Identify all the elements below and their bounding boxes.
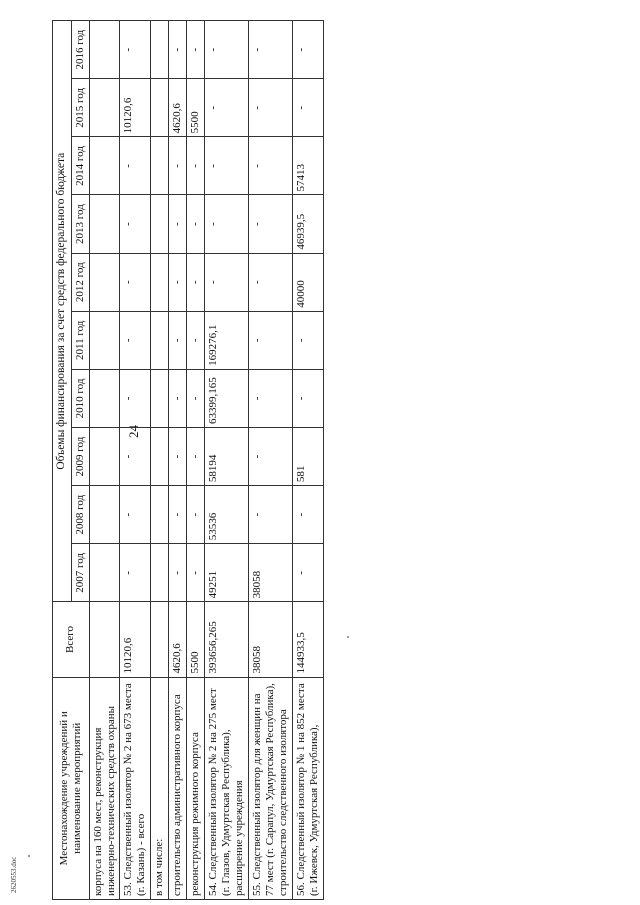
row-year-value: -	[187, 137, 205, 195]
header-year: 2012 год	[71, 253, 89, 311]
row-year-value: -	[249, 369, 293, 427]
row-name: строительство административного корпуса	[169, 677, 187, 899]
row-name: 56. Следственный изолятор № 1 на 852 места (г. Ижевск, Удмуртская Республика),	[293, 677, 324, 899]
rotated-page	[52, 20, 637, 900]
row-year-value: -	[293, 21, 324, 79]
row-name: 53. Следственный изолятор № 2 на 673 места (г. Казань) - всего	[120, 677, 151, 899]
table-row	[249, 21, 293, 900]
row-year-value: -	[120, 253, 151, 311]
header-name: Местонахождение учреждений и наименование мероприятий	[53, 677, 90, 899]
row-year-value: -	[293, 79, 324, 137]
row-year-value: -	[187, 253, 205, 311]
row-year-value: -	[169, 311, 187, 369]
header-year: 2014 год	[71, 137, 89, 195]
table-row	[205, 21, 249, 900]
row-year-value	[151, 369, 169, 427]
row-year-value: -	[169, 369, 187, 427]
row-year-value: -	[249, 21, 293, 79]
row-year-value: -	[169, 21, 187, 79]
row-name: 55. Следственный изолятор для женщин на 77 мест (г. Сарапул, Удмуртская Республика), строительство следственного изолятора	[249, 677, 293, 899]
row-name: 54. Следственный изолятор № 2 на 275 мест (г. Глазов, Удмуртская Республика), расширение учреждения	[205, 677, 249, 899]
header-year: 2007 год	[71, 544, 89, 602]
row-year-value: 169276,1	[205, 311, 249, 369]
row-year-value	[151, 311, 169, 369]
row-year-value: -	[169, 253, 187, 311]
row-year-value	[151, 428, 169, 486]
row-year-value: -	[205, 137, 249, 195]
row-year-value: -	[249, 195, 293, 253]
table-row	[187, 21, 205, 900]
table-body	[89, 21, 324, 900]
table-row	[293, 21, 324, 900]
row-year-value	[89, 544, 120, 602]
table-row	[169, 21, 187, 900]
row-year-value: -	[120, 369, 151, 427]
row-year-value	[151, 195, 169, 253]
row-year-value: 4620,6	[169, 79, 187, 137]
row-year-value: 53536	[205, 486, 249, 544]
row-year-value: -	[187, 311, 205, 369]
row-year-value: -	[169, 195, 187, 253]
row-total: 38058	[249, 602, 293, 677]
row-year-value: -	[169, 486, 187, 544]
row-name: корпуса на 160 мест, реконструкция инженерно-технических средств охраны	[89, 677, 120, 899]
row-year-value: -	[187, 369, 205, 427]
row-year-value: -	[249, 137, 293, 195]
row-year-value	[89, 311, 120, 369]
row-year-value: 57413	[293, 137, 324, 195]
row-year-value	[89, 428, 120, 486]
row-year-value: -	[205, 79, 249, 137]
row-year-value: 46939,5	[293, 195, 324, 253]
table-row	[89, 21, 120, 900]
row-year-value	[151, 137, 169, 195]
row-name: реконструкция режимного корпуса	[187, 677, 205, 899]
row-year-value: -	[169, 137, 187, 195]
row-year-value: 38058	[249, 544, 293, 602]
row-year-value	[151, 21, 169, 79]
row-year-value	[89, 369, 120, 427]
row-total: 393656,265	[205, 602, 249, 677]
row-year-value	[89, 195, 120, 253]
row-year-value: 10120,6	[120, 79, 151, 137]
row-year-value: -	[249, 428, 293, 486]
row-year-value: -	[120, 195, 151, 253]
row-year-value: -	[120, 311, 151, 369]
row-total: 10120,6	[120, 602, 151, 677]
row-total	[89, 602, 120, 677]
row-year-value: 5500	[187, 79, 205, 137]
row-year-value	[89, 79, 120, 137]
row-year-value: 581	[293, 428, 324, 486]
row-year-value: -	[249, 486, 293, 544]
row-total: 4620,6	[169, 602, 187, 677]
row-year-value: 40000	[293, 253, 324, 311]
row-total: 144933,5	[293, 602, 324, 677]
row-year-value: -	[205, 21, 249, 79]
table-row	[120, 21, 151, 900]
row-year-value: 49251	[205, 544, 249, 602]
financing-table	[52, 20, 324, 900]
row-year-value: -	[249, 79, 293, 137]
header-year: 2015 год	[71, 79, 89, 137]
row-year-value	[89, 21, 120, 79]
row-year-value: -	[293, 369, 324, 427]
row-total: 5500	[187, 602, 205, 677]
header-year: 2013 год	[71, 195, 89, 253]
header-group: Объемы финансирования за счет средств федерального бюджета	[53, 21, 72, 602]
row-year-value	[89, 137, 120, 195]
row-year-value: 58194	[205, 428, 249, 486]
row-year-value: -	[169, 428, 187, 486]
row-year-value: -	[249, 253, 293, 311]
row-year-value: 63399,165	[205, 369, 249, 427]
scan-speck	[28, 855, 30, 857]
row-year-value: -	[187, 195, 205, 253]
row-year-value	[151, 253, 169, 311]
header-year: 2008 год	[71, 486, 89, 544]
row-year-value: -	[293, 311, 324, 369]
page-number: 24	[126, 425, 141, 438]
row-year-value	[151, 79, 169, 137]
row-year-value: -	[293, 486, 324, 544]
row-year-value: -	[249, 311, 293, 369]
header-year: 2010 год	[71, 369, 89, 427]
row-year-value	[151, 544, 169, 602]
header-year: 2011 год	[71, 311, 89, 369]
row-year-value: -	[187, 544, 205, 602]
header-year: 2016 год	[71, 21, 89, 79]
row-total	[151, 602, 169, 677]
header-total: Всего	[53, 602, 90, 677]
table-row	[151, 21, 169, 900]
row-year-value: -	[205, 253, 249, 311]
file-code: 2620553.doc	[10, 856, 18, 893]
row-year-value: -	[187, 486, 205, 544]
header-year: 2009 год	[71, 428, 89, 486]
row-name: в том числе:	[151, 677, 169, 899]
row-year-value	[151, 486, 169, 544]
row-year-value	[89, 486, 120, 544]
row-year-value: -	[120, 137, 151, 195]
row-year-value: -	[293, 544, 324, 602]
row-year-value: -	[120, 428, 151, 486]
row-year-value: -	[187, 428, 205, 486]
row-year-value: -	[205, 195, 249, 253]
row-year-value: -	[187, 21, 205, 79]
row-year-value: -	[169, 544, 187, 602]
row-year-value	[89, 253, 120, 311]
row-year-value: -	[120, 21, 151, 79]
row-year-value: -	[120, 486, 151, 544]
row-year-value: -	[120, 544, 151, 602]
